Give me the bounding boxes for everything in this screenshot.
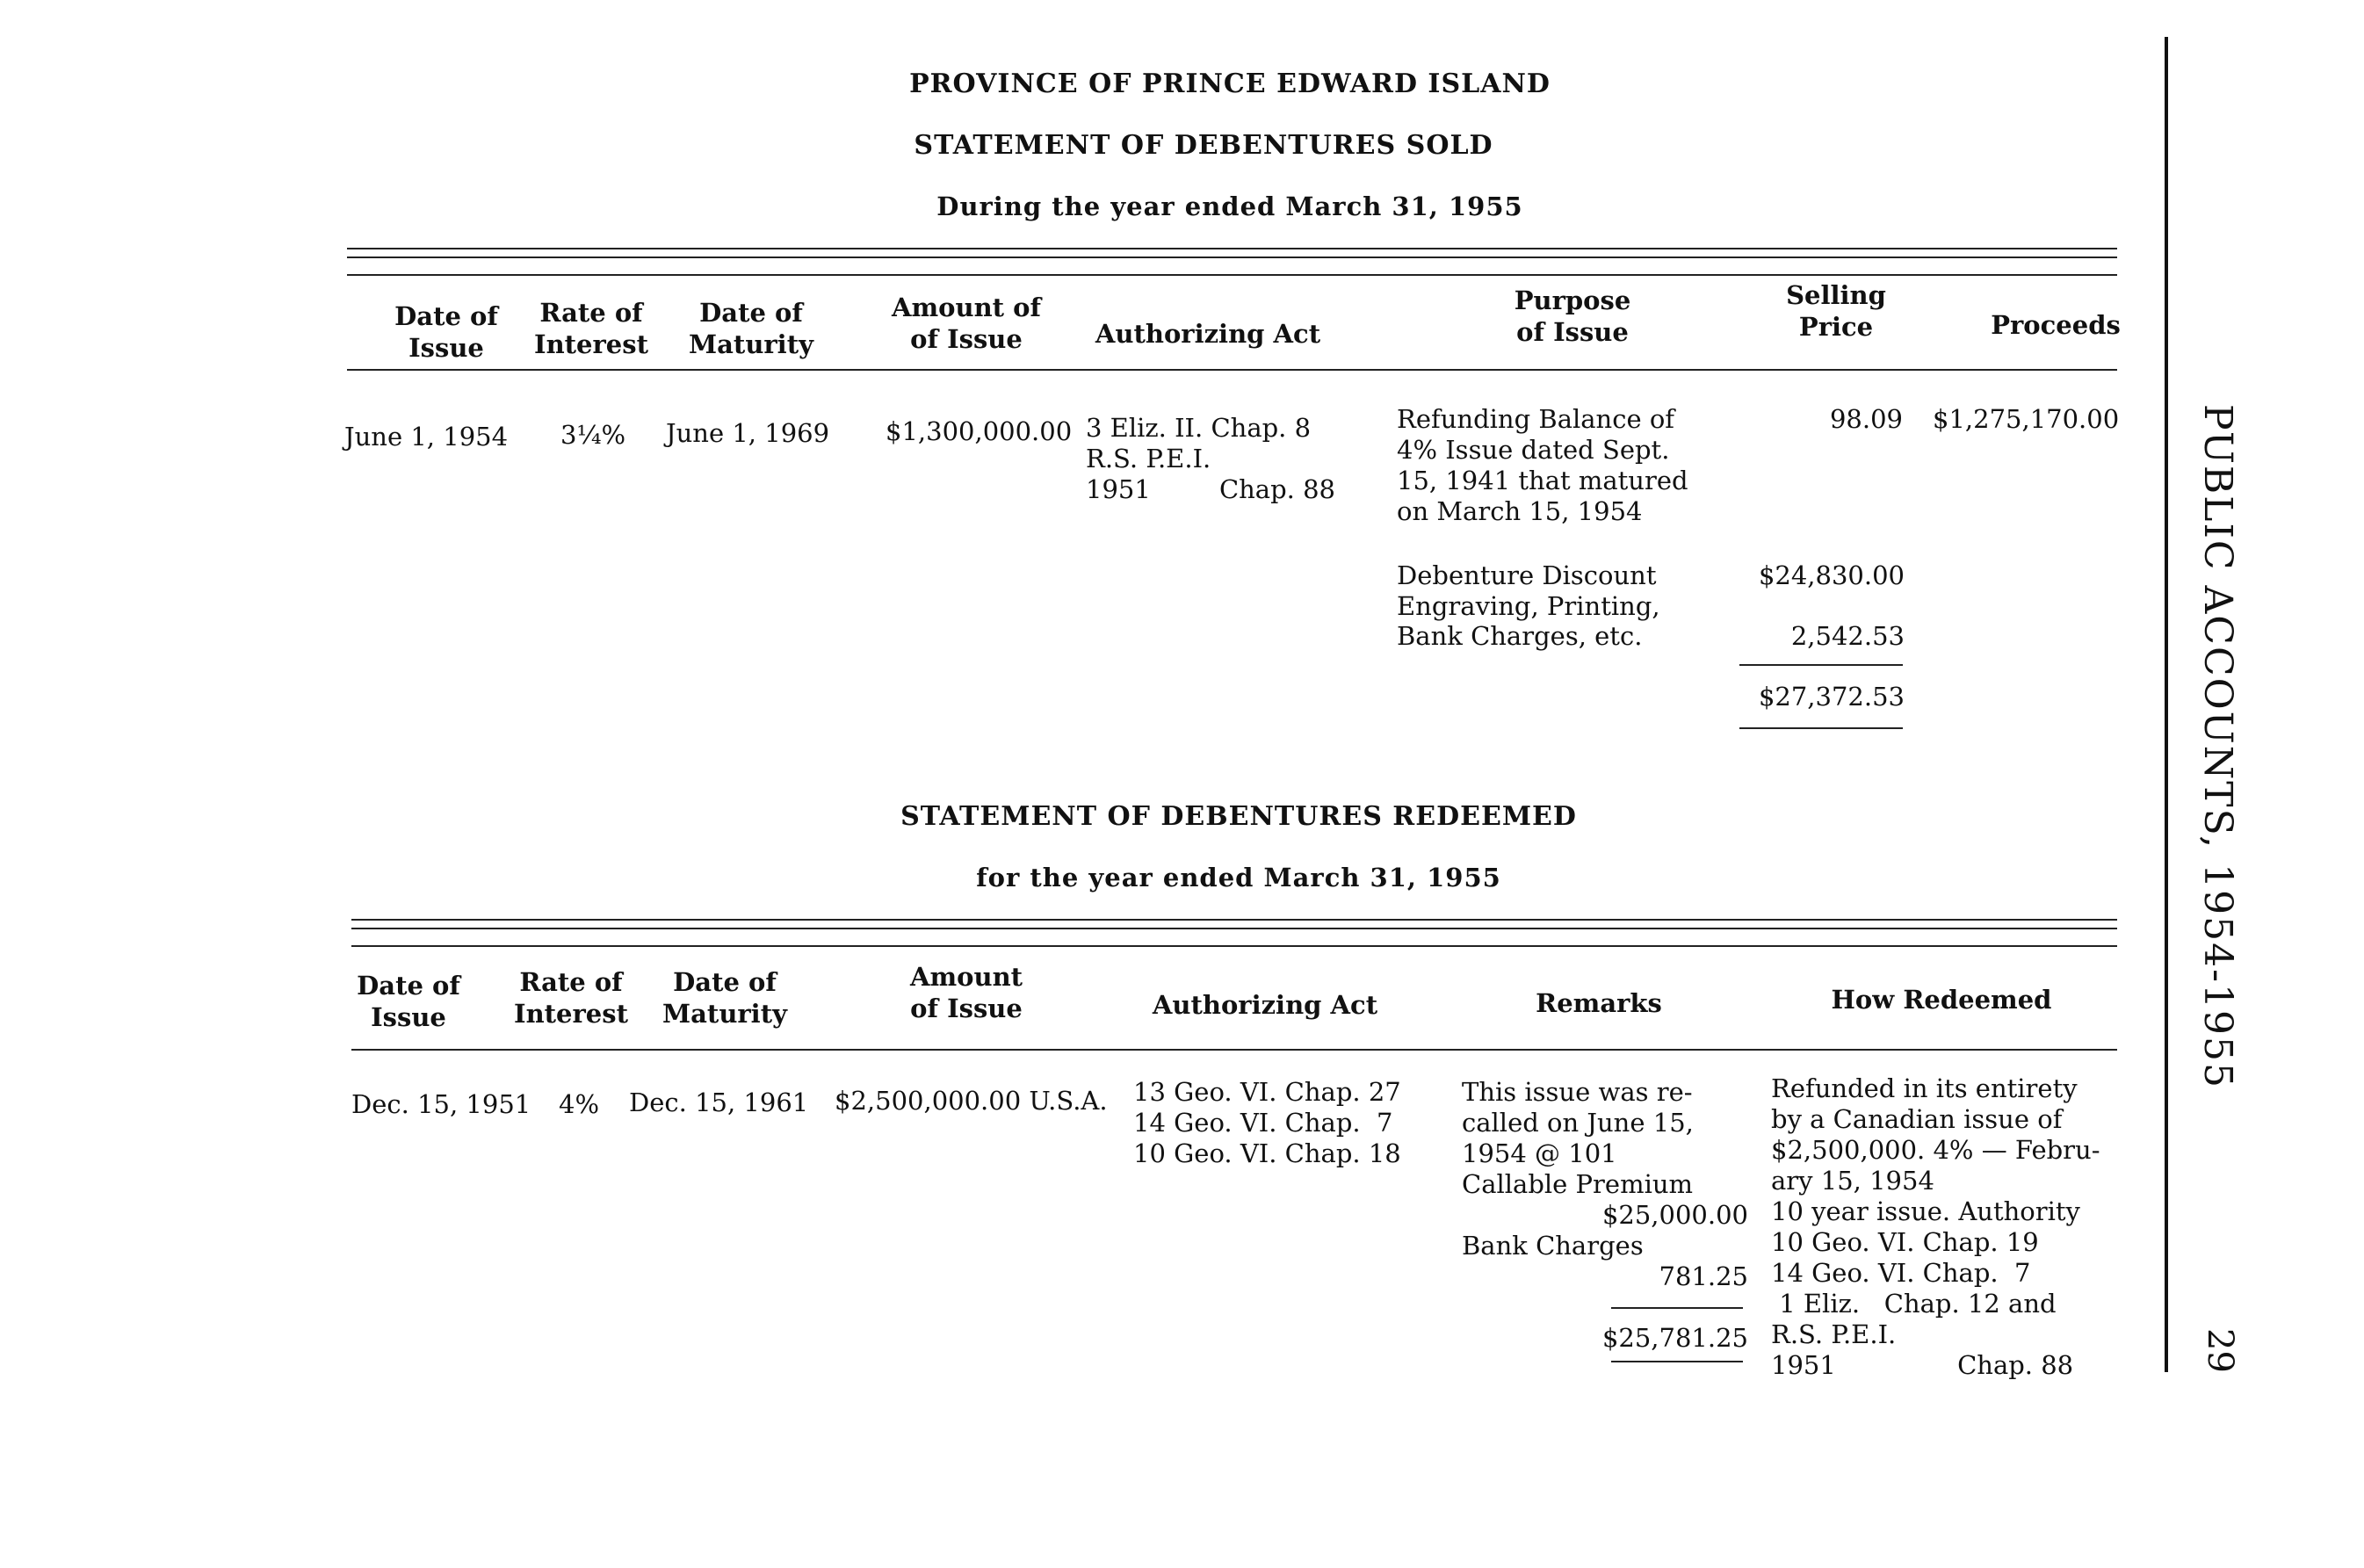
redeemed-header-how: How Redeemed xyxy=(1831,985,2052,1015)
sold-purpose-l3: 15, 1941 that matured xyxy=(1397,466,1688,495)
redeemed-total-rule xyxy=(1611,1361,1743,1362)
sold-act-l1: 3 Eliz. II. Chap. 8 xyxy=(1086,413,1312,443)
sold-header-amount-l1: Amount of xyxy=(891,293,1041,322)
discount-label: Debenture Discount xyxy=(1397,560,1657,590)
redeemed-how-l3: $2,500,000. 4% — Febru- xyxy=(1771,1135,2100,1165)
redeemed-amount: $2,500,000.00 U.S.A. xyxy=(835,1086,1108,1116)
sold-header-amount xyxy=(878,292,1054,355)
sold-header-date-issue xyxy=(376,300,517,364)
redeemed-remarks-l4: Callable Premium xyxy=(1462,1169,1694,1199)
sold-header-rate-l1: Rate of xyxy=(539,298,643,328)
sold-header-price-l1: Selling xyxy=(1786,280,1886,310)
redeemed-header-rate-l1: Rate of xyxy=(519,967,623,997)
redeemed-how-l5: 10 year issue. Authority xyxy=(1771,1196,2080,1226)
sold-rate: 3¼% xyxy=(560,420,626,450)
sold-purpose-l2: 4% Issue dated Sept. xyxy=(1397,435,1670,465)
sold-header-maturity-l1: Date of xyxy=(699,298,803,328)
sold-amount: $1,300,000.00 xyxy=(886,416,1073,446)
redeemed-date-issue: Dec. 15, 1951 xyxy=(351,1089,531,1119)
sold-act-year: 1951 xyxy=(1086,474,1151,504)
sold-purpose-l4: on March 15, 1954 xyxy=(1397,496,1643,526)
redeemed-act xyxy=(1133,1077,1441,1169)
engraving-label-1: Engraving, Printing, xyxy=(1397,591,1660,621)
sold-header-amount-l2: of Issue xyxy=(910,324,1023,354)
sold-header-rule xyxy=(347,369,2117,371)
redeemed-header-date-issue-l2: Issue xyxy=(371,1002,446,1032)
redeemed-header-maturity xyxy=(654,966,795,1030)
redeemed-rate: 4% xyxy=(559,1089,600,1119)
redeemed-how xyxy=(1771,1073,2131,1381)
redeemed-premium-value: $25,000.00 xyxy=(1601,1200,1748,1230)
sold-proceeds: $1,275,170.00 xyxy=(1933,404,2120,434)
province-heading: PROVINCE OF PRINCE EDWARD ISLAND xyxy=(909,69,1551,99)
redeemed-act-l2: 14 Geo. VI. Chap. 7 xyxy=(1133,1108,1393,1138)
redeemed-header-rate-l2: Interest xyxy=(514,999,628,1029)
redeemed-how-l9: R.S. P.E.I. xyxy=(1771,1319,1897,1349)
sold-header-act: Authorizing Act xyxy=(1095,319,1321,349)
sold-top-rule-2 xyxy=(347,257,2117,258)
redeemed-remarks-l2: called on June 15, xyxy=(1462,1108,1694,1138)
sold-header-price-l2: Price xyxy=(1798,312,1874,342)
redeemed-how-l4: ary 15, 1954 xyxy=(1771,1166,1934,1196)
redeemed-header-date-issue-l1: Date of xyxy=(357,971,460,1001)
sold-header-maturity-l2: Maturity xyxy=(689,329,813,359)
redeemed-subtotal-row xyxy=(1462,1292,1748,1323)
redeemed-total-row xyxy=(1462,1354,1748,1371)
sold-act-l2: R.S. P.E.I. xyxy=(1086,444,1211,473)
sold-purpose xyxy=(1397,404,1748,527)
redeemed-header-rate xyxy=(505,966,637,1030)
sold-header-price xyxy=(1766,279,1906,343)
redeemed-period: for the year ended March 31, 1955 xyxy=(976,863,1501,892)
extras-total: $27,372.53 xyxy=(1758,682,1905,712)
sold-header-date-issue-l2: Issue xyxy=(408,333,484,363)
redeemed-bank-label: Bank Charges xyxy=(1462,1231,1644,1261)
sold-header-rate xyxy=(525,297,657,360)
engraving-value: 2,542.53 xyxy=(1790,621,1905,651)
sold-header-proceeds: Proceeds xyxy=(1991,310,2121,340)
redeemed-how-l7: 14 Geo. VI. Chap. 7 xyxy=(1771,1258,2031,1288)
redeemed-title: STATEMENT OF DEBENTURES REDEEMED xyxy=(900,801,1577,832)
redeemed-how-l2: by a Canadian issue of xyxy=(1771,1104,2063,1134)
redeemed-how-l10: 1951 Chap. 88 xyxy=(1771,1350,2074,1380)
extras-subtotal-rule xyxy=(1739,664,1903,666)
discount-value: $24,830.00 xyxy=(1758,560,1905,590)
redeemed-bank-value: 781.25 xyxy=(1659,1261,1748,1291)
redeemed-header-maturity-l1: Date of xyxy=(673,967,777,997)
redeemed-how-l6: 10 Geo. VI. Chap. 19 xyxy=(1771,1227,2039,1257)
page-number: 29 xyxy=(2200,1328,2240,1373)
redeemed-header-amount-l1: Amount xyxy=(909,962,1023,992)
redeemed-total: $25,781.25 xyxy=(1601,1323,1748,1353)
redeemed-header-rule xyxy=(351,1049,2117,1051)
sold-period: During the year ended March 31, 1955 xyxy=(936,191,1523,221)
redeemed-header-act: Authorizing Act xyxy=(1152,990,1378,1020)
extras-total-rule xyxy=(1739,727,1903,729)
sold-act-l3 xyxy=(1086,474,1341,505)
redeemed-top-rule-3 xyxy=(351,945,2117,947)
sold-header-date-issue-l1: Date of xyxy=(394,301,498,331)
sold-header-purpose xyxy=(1485,285,1660,348)
sold-act-chap: Chap. 88 xyxy=(1218,474,1335,504)
redeemed-act-l3: 10 Geo. VI. Chap. 18 xyxy=(1133,1138,1401,1168)
sold-purpose-l1: Refunding Balance of xyxy=(1397,404,1675,434)
running-title: PUBLIC ACCOUNTS, 1954-1955 xyxy=(2195,404,2240,1089)
redeemed-top-rule-2 xyxy=(351,928,2117,929)
engraving-label-2: Bank Charges, etc. xyxy=(1397,621,1643,651)
redeemed-act-l1: 13 Geo. VI. Chap. 27 xyxy=(1133,1077,1401,1107)
sold-date-issue: June 1, 1954 xyxy=(344,422,509,452)
sold-header-purpose-l1: Purpose xyxy=(1514,285,1631,315)
sold-maturity: June 1, 1969 xyxy=(666,418,830,448)
redeemed-subtotal-rule xyxy=(1611,1307,1743,1309)
margin-rule xyxy=(2165,37,2168,1372)
redeemed-how-l1: Refunded in its entirety xyxy=(1771,1073,2078,1103)
sold-top-rule-3 xyxy=(347,274,2117,276)
sold-header-maturity xyxy=(681,297,821,360)
sold-header-purpose-l2: of Issue xyxy=(1516,317,1629,347)
redeemed-how-l8: 1 Eliz. Chap. 12 and xyxy=(1771,1289,2057,1319)
redeemed-maturity: Dec. 15, 1961 xyxy=(629,1087,809,1117)
sold-top-rule-1 xyxy=(347,248,2117,249)
sold-act xyxy=(1086,413,1341,505)
redeemed-header-remarks: Remarks xyxy=(1536,988,1662,1018)
sold-header-rate-l2: Interest xyxy=(534,329,648,359)
redeemed-remarks-l3: 1954 @ 101 xyxy=(1462,1138,1617,1168)
sold-price: 98.09 xyxy=(1829,404,1903,434)
redeemed-header-amount xyxy=(887,961,1045,1024)
redeemed-header-amount-l2: of Issue xyxy=(910,994,1023,1023)
redeemed-remarks-l1: This issue was re- xyxy=(1462,1077,1693,1107)
redeemed-header-maturity-l2: Maturity xyxy=(662,999,787,1029)
redeemed-header-date-issue xyxy=(338,970,479,1033)
sold-title: STATEMENT OF DEBENTURES SOLD xyxy=(914,130,1493,161)
redeemed-top-rule-1 xyxy=(351,919,2117,921)
redeemed-remarks xyxy=(1462,1077,1748,1371)
